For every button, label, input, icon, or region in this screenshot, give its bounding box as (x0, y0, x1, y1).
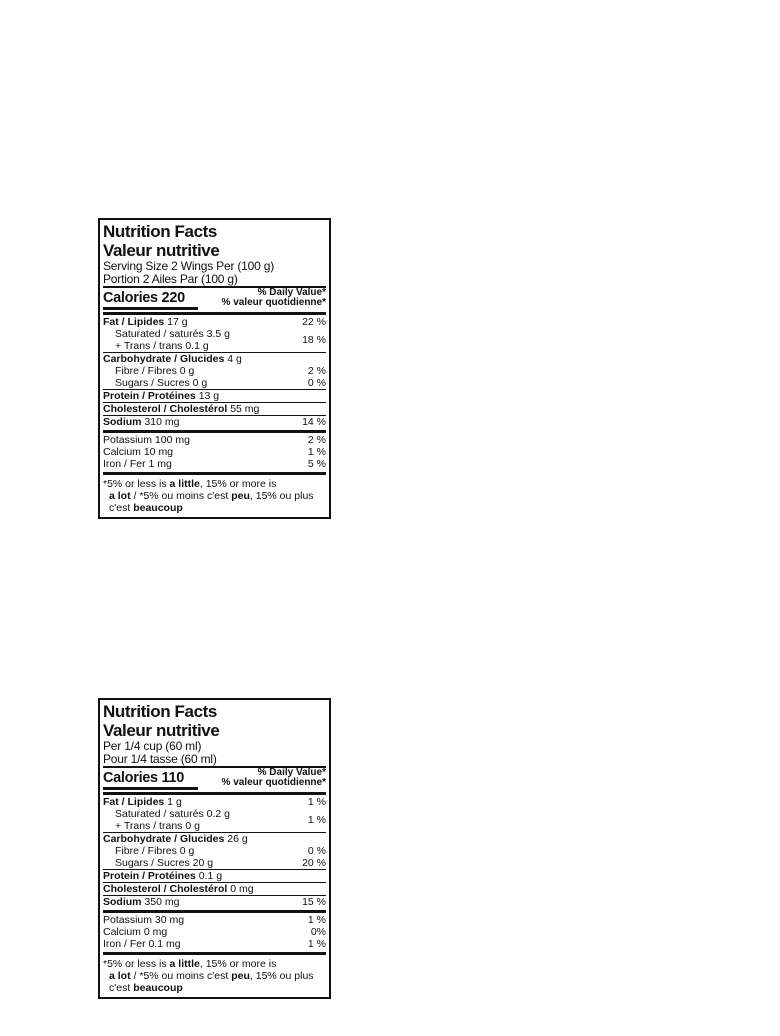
potassium-pct: 1 % (307, 914, 326, 926)
footnote-text: / *5% ou moins c'est (130, 490, 232, 502)
protein-amount: 13 g (195, 390, 220, 402)
footnote-little: a little (169, 958, 200, 970)
saturated-label: Saturated / saturés 3.5 g (115, 328, 230, 340)
sodium-pct: 14 % (302, 416, 326, 428)
fibre-pct: 0 % (307, 845, 326, 857)
daily-value-fr: % valeur quotidienne* (221, 297, 326, 308)
sat-trans-pct: 1 % (307, 814, 326, 826)
sodium-label: Sodium (103, 416, 142, 428)
serving-size-fr: Pour 1/4 tasse (60 ml) (103, 752, 217, 766)
daily-value-en: % Daily Value* (257, 767, 326, 778)
footnote-text: *5% or less is (103, 478, 170, 490)
footnote-alot: a lot (109, 970, 131, 982)
footnote-beaucoup: beaucoup (133, 982, 183, 994)
title-fr: Valeur nutritive (103, 241, 220, 260)
iron-row (103, 938, 326, 950)
fibre-label: Fibre / Fibres 0 g (115, 845, 195, 857)
cholesterol-row (103, 883, 326, 896)
sugars-pct: 0 % (307, 377, 326, 389)
cholesterol-row (103, 403, 326, 416)
fat-label: Fat / Lipides (103, 796, 165, 808)
sat-trans-group (103, 808, 326, 833)
footnote-text: c'est (109, 502, 134, 514)
calories: Calories 110 (103, 770, 198, 790)
divider-heavy (103, 312, 326, 315)
fat-amount: 1 g (164, 796, 182, 808)
potassium-label: Potassium 100 mg (103, 434, 190, 446)
calcium-pct: 0% (310, 926, 326, 938)
footnote-peu: peu (231, 490, 250, 502)
sugars-label: Sugars / Sucres 0 g (115, 377, 208, 389)
protein-label: Protein / Protéines (103, 390, 196, 402)
footnote-text: / *5% ou moins c'est (130, 970, 232, 982)
divider-heavy (103, 430, 326, 433)
calcium-label: Calcium 0 mg (103, 926, 168, 938)
iron-pct: 1 % (307, 938, 326, 950)
sodium-label: Sodium (103, 896, 142, 908)
fibre-pct: 2 % (307, 365, 326, 377)
divider-heavy (103, 910, 326, 913)
iron-row (103, 458, 326, 470)
carb-amount: 26 g (224, 833, 248, 845)
sodium-pct: 15 % (302, 896, 326, 908)
sat-trans-group (103, 328, 326, 353)
footnote (103, 476, 326, 514)
title-en: Nutrition Facts (103, 702, 217, 721)
sugars-label: Sugars / Sucres 20 g (115, 857, 214, 869)
iron-pct: 5 % (307, 458, 326, 470)
title-fr: Valeur nutritive (103, 721, 220, 740)
trans-label: + Trans / trans 0 g (115, 820, 200, 832)
calories-row (103, 768, 326, 790)
cholesterol-label: Cholesterol / Cholestérol (103, 883, 228, 895)
carb-label: Carbohydrate / Glucides (103, 353, 225, 365)
potassium-row (103, 434, 326, 446)
iron-label: Iron / Fer 0.1 mg (103, 938, 181, 950)
fibre-label: Fibre / Fibres 0 g (115, 365, 195, 377)
footnote (103, 956, 326, 994)
serving-size-fr: Portion 2 Ailes Par (100 g) (103, 272, 238, 286)
cholesterol-amount: 0 mg (227, 883, 254, 895)
saturated-label: Saturated / saturés 0.2 g (115, 808, 230, 820)
fat-pct: 22 % (302, 316, 326, 328)
potassium-label: Potassium 30 mg (103, 914, 185, 926)
footnote-beaucoup: beaucoup (133, 502, 183, 514)
title-en: Nutrition Facts (103, 222, 217, 241)
sodium-amount: 310 mg (141, 416, 180, 428)
carb-row (103, 353, 326, 365)
daily-value-header (222, 288, 326, 310)
divider-heavy (103, 472, 326, 475)
fat-pct: 1 % (307, 796, 326, 808)
cholesterol-amount: 55 mg (227, 403, 260, 415)
protein-row (103, 390, 326, 403)
sugars-row (103, 377, 326, 390)
footnote-text: , 15% ou plus (249, 970, 314, 982)
potassium-pct: 2 % (307, 434, 326, 446)
calcium-row (103, 926, 326, 938)
calories: Calories 220 (103, 290, 198, 310)
serving-size-en: Serving Size 2 Wings Per (100 g) (103, 259, 275, 273)
nutrition-label-sauce (98, 698, 331, 999)
protein-amount: 0.1 g (195, 870, 223, 882)
sodium-amount: 350 mg (141, 896, 180, 908)
iron-label: Iron / Fer 1 mg (103, 458, 172, 470)
daily-value-header (222, 768, 326, 790)
sodium-row (103, 896, 326, 908)
calories-row (103, 288, 326, 310)
divider-heavy (103, 792, 326, 795)
fat-amount: 17 g (164, 316, 188, 328)
footnote-peu: peu (231, 970, 250, 982)
footnote-text: c'est (109, 982, 134, 994)
calcium-pct: 1 % (307, 446, 326, 458)
footnote-text: , 15% or more is (199, 958, 277, 970)
fibre-row (103, 845, 326, 857)
fibre-row (103, 365, 326, 377)
sugars-pct: 20 % (302, 857, 326, 869)
potassium-row (103, 914, 326, 926)
carb-row (103, 833, 326, 845)
daily-value-en: % Daily Value* (257, 287, 326, 298)
sugars-row (103, 857, 326, 870)
fat-row (103, 316, 326, 328)
nutrition-label-wings (98, 218, 331, 519)
footnote-little: a little (169, 478, 200, 490)
fat-row (103, 796, 326, 808)
serving-size-en: Per 1/4 cup (60 ml) (103, 739, 202, 753)
footnote-text: , 15% or more is (199, 478, 277, 490)
daily-value-fr: % valeur quotidienne* (221, 777, 326, 788)
footnote-alot: a lot (109, 490, 131, 502)
protein-label: Protein / Protéines (103, 870, 196, 882)
calcium-row (103, 446, 326, 458)
trans-label: + Trans / trans 0.1 g (115, 340, 209, 352)
fat-label: Fat / Lipides (103, 316, 165, 328)
footnote-text: , 15% ou plus (249, 490, 314, 502)
calcium-label: Calcium 10 mg (103, 446, 174, 458)
divider-heavy (103, 952, 326, 955)
carb-amount: 4 g (224, 353, 242, 365)
sodium-row (103, 416, 326, 428)
protein-row (103, 870, 326, 883)
cholesterol-label: Cholesterol / Cholestérol (103, 403, 228, 415)
carb-label: Carbohydrate / Glucides (103, 833, 225, 845)
sat-trans-pct: 18 % (302, 334, 326, 346)
footnote-text: *5% or less is (103, 958, 170, 970)
